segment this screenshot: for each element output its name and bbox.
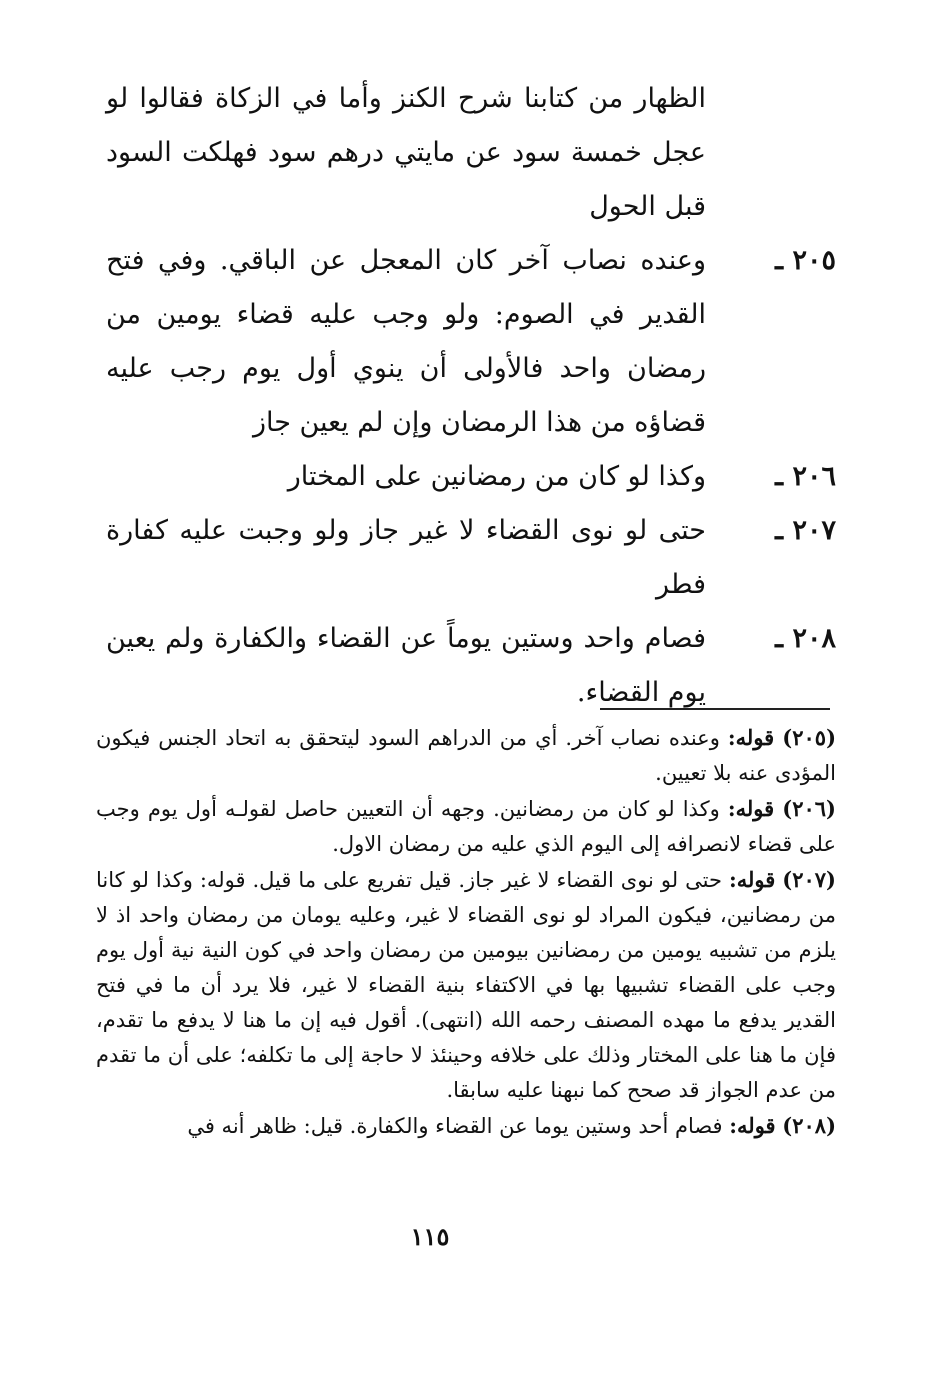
footnote bbox=[96, 720, 836, 791]
footnote-qawl: قوله: bbox=[727, 796, 775, 821]
footnote bbox=[96, 1108, 836, 1144]
footnote-number: (٢٠٦) bbox=[782, 796, 836, 821]
footnote-qawl: قوله: bbox=[727, 725, 775, 750]
entry-text: وكذا لو كان من رمضانين على المختار bbox=[287, 461, 706, 492]
footnote-divider bbox=[600, 708, 830, 710]
footnote-text: وكذا لو كان من رمضانين. وجهه أن التعيين حاصل لقولـه أول يوم وجب على قضاء لانصرافه إلى اليوم الذي عليه من رمضان الاول. bbox=[96, 797, 836, 856]
footnote bbox=[96, 862, 836, 1108]
footnotes bbox=[96, 720, 836, 1144]
entry-text: فصام واحد وستين يوماً عن القضاء والكفارة ولم يعين يوم القضاء. bbox=[106, 623, 706, 708]
footnote-number: (٢٠٨) bbox=[782, 1113, 836, 1138]
main-text bbox=[96, 72, 836, 720]
footnote-text: حتى لو نوى القضاء لا غير جاز. قيل تفريع على ما قيل. قوله: وكذا لو كانا من رمضانين، فيكون المراد لو نوى القضاء لا غير، وعليه يومان من رمضان واحد اذ لا يلزم من تشبيه يومين من رمضانين بيومين من رمضان واحد في كون النية نية أول يوم وجب على القضاء تشبيها بها في الاكتفاء بنية القضاء لا غير، فلا يرد أن ما في فتح القدير يدفع ما مهده المصنف رحمه الله (انتهى). أقول فيه إن ما هنا لا يدفع ما تقدم، فإن ما هنا على المختار وذلك على خلافه وحينئذ لا حاجة إلى ما تكلفه؛ على أن ما تقدم من عدم الجواز قد صحح كما نبهنا عليه سابقا. bbox=[96, 868, 836, 1102]
footnote-number: (٢٠٧) bbox=[782, 867, 836, 892]
entry-number: ٢٠٦ ـ bbox=[775, 461, 836, 492]
footnote-text: وعنده نصاب آخر. أي من الدراهم السود ليتحقق به اتحاد الجنس فيكون المؤدى عنه بلا تعيين. bbox=[96, 726, 836, 785]
footnote-number: (٢٠٥) bbox=[782, 725, 836, 750]
footnote-qawl: قوله: bbox=[729, 1113, 776, 1138]
entry-text: حتى لو نوى القضاء لا غير جاز ولو وجبت عليه كفارة فطر bbox=[106, 515, 706, 600]
entry-text: وعنده نصاب آخر كان المعجل عن الباقي. وفي فتح القدير في الصوم: ولو وجب عليه قضاء يومين من رمضان واحد فالأولى أن ينوي أول يوم رجب عليه قضاؤه من هذا الرمضان وإن لم يعين جاز bbox=[106, 245, 706, 438]
main-intro-paragraph: الظهار من كتابنا شرح الكنز وأما في الزكاة فقالوا لو عجل خمسة سود عن مايتي درهم سود فهلكت السود قبل الحول bbox=[106, 83, 706, 222]
footnote bbox=[96, 791, 836, 862]
footnote-text: فصام أحد وستين يوما عن القضاء والكفارة. قيل: ظاهر أنه في bbox=[187, 1114, 723, 1138]
entry-number: ٢٠٨ ـ bbox=[775, 623, 836, 654]
main-entry bbox=[96, 450, 836, 504]
main-entry bbox=[96, 612, 836, 720]
footnote-qawl: قوله: bbox=[728, 867, 776, 892]
page-number: ١١٥ bbox=[410, 1222, 450, 1251]
main-entry bbox=[96, 234, 836, 450]
entry-number: ٢٠٧ ـ bbox=[775, 515, 836, 546]
entry-number: ٢٠٥ ـ bbox=[775, 245, 836, 276]
main-entry bbox=[96, 504, 836, 612]
